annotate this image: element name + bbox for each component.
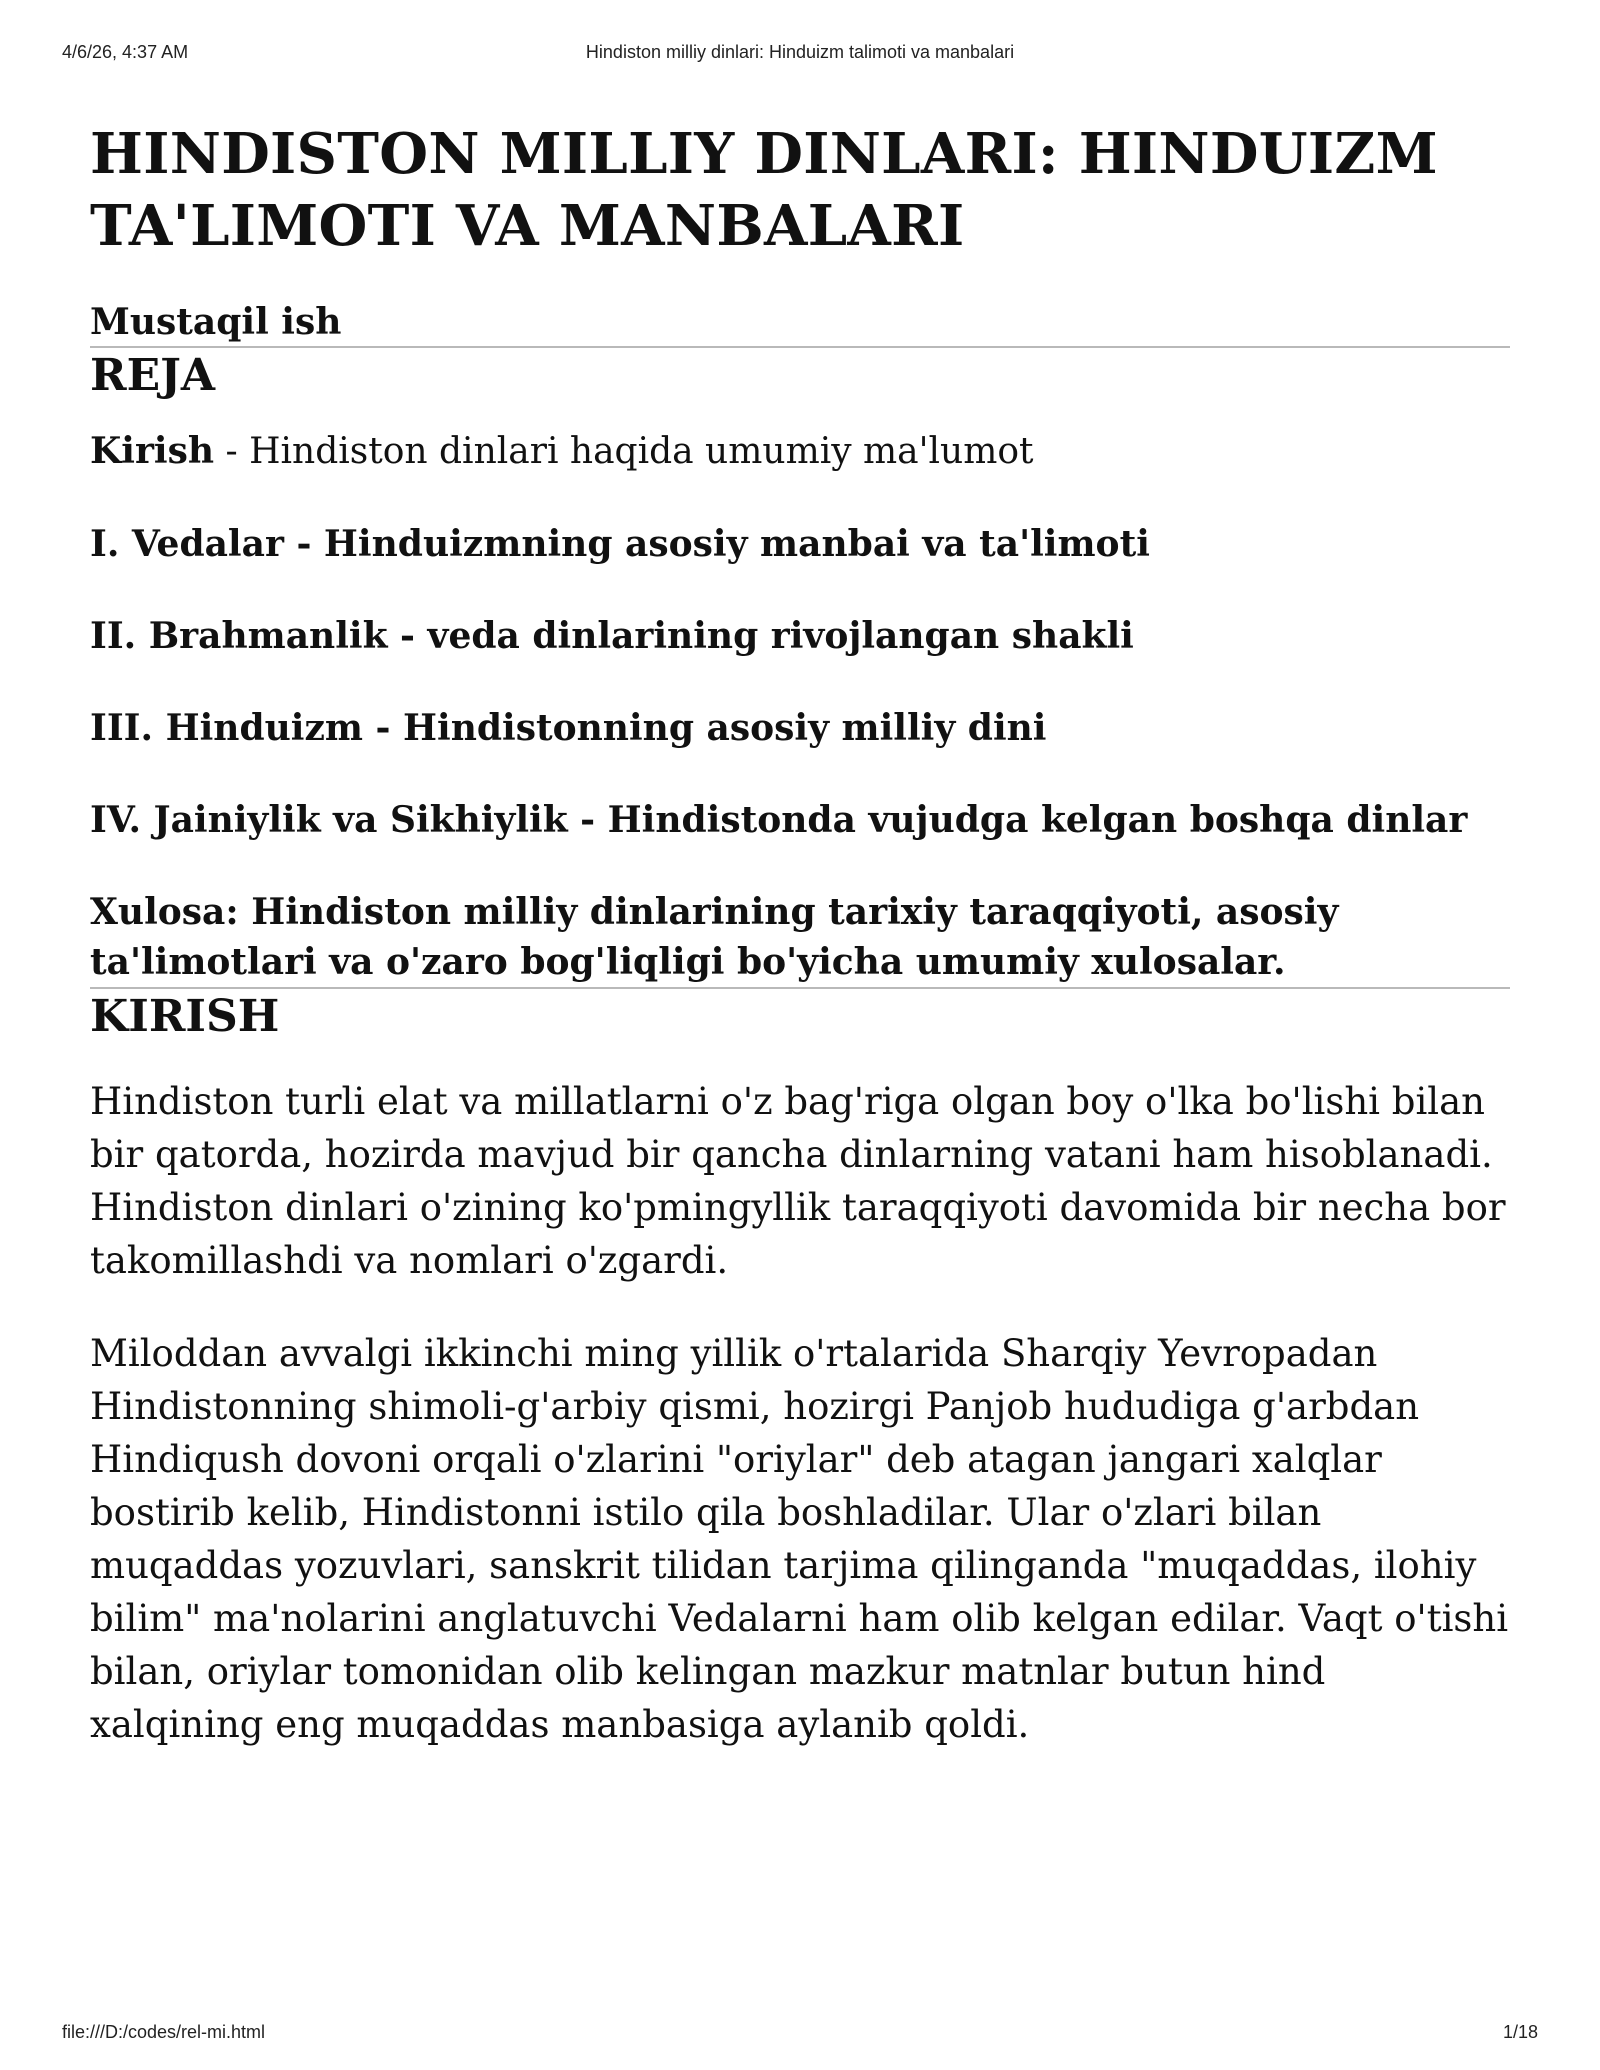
page-number: 1/18	[1502, 2022, 1538, 2042]
plan-item: III. Hinduizm - Hindistonning asosiy milliy dini	[90, 707, 1047, 749]
plan-item: II. Brahmanlik - veda dinlarining rivojlangan shakli	[90, 615, 1134, 657]
introduction-heading: KIRISH	[90, 991, 280, 1042]
print-date: 4/6/26, 4:37 AM	[62, 42, 189, 62]
print-url: file:///D:/codes/rel-mi.html	[62, 2022, 266, 2042]
print-header	[62, 42, 1538, 66]
plan-heading: REJA	[90, 350, 216, 401]
plan-item-conclusion: Xulosa: Hindiston milliy dinlarining tarixiy taraqqiyoti, asosiy ta'limotlari va o'zaro bog'liqligi bo'yicha umumiy xulosalar.	[90, 891, 1339, 983]
introduction-paragraph: Hindiston turli elat va millatlarni o'z bag'riga olgan boy o'lka bo'lishi bilan bir qatorda, hozirda mavjud bir qancha dinlarning vatani ham hisoblanadi. Hindiston dinlari o'zining ko'pmingyllik taraqqiyoti davomida bir necha bor takomillashdi va nomlari o'zgardi.	[90, 1080, 1506, 1282]
introduction-paragraph: Miloddan avvalgi ikkinchi ming yillik o'rtalarida Sharqiy Yevropadan Hindistonning shimoli-g'arbiy qismi, hozirgi Panjob hududiga g'arbdan Hindiqush dovoni orqali o'zlarini "oriylar" deb atagan jangari xalqlar bostirib kelib, Hindistonni istilo qila boshladilar. Ular o'zlari bilan muqaddas yozuvlari, sanskrit tilidan tarjima qilinganda "muqaddas, ilohiy bilim" ma'nolarini anglatuvchi Vedalarni ham olib kelgan edilar. Vaqt o'tishi bilan, oriylar tomonidan olib kelingan mazkur matnlar butun hind xalqining eng muqaddas manbasiga aylanib qoldi.	[90, 1332, 1509, 1746]
plan-item-intro-text: - Hindiston dinlari haqida umumiy ma'lumot	[214, 431, 1034, 472]
print-doc-title: Hindiston milliy dinlari: Hinduizm talimoti va manbalari	[585, 42, 1015, 62]
plan-item-intro-lead: Kirish	[90, 430, 215, 472]
document-title: HINDISTON MILLIY DINLARI: HINDUIZM TA'LIMOTI VA MANBALARI	[90, 121, 1438, 259]
plan-item: IV. Jainiylik va Sikhiylik - Hindistonda vujudga kelgan boshqa dinlar	[90, 799, 1468, 841]
plan-list	[90, 426, 1510, 987]
plan-item-intro	[90, 426, 1510, 477]
document-subtitle: Mustaqil ish	[90, 301, 342, 343]
print-footer	[62, 2022, 1538, 2046]
plan-item: I. Vedalar - Hinduizmning asosiy manbai va ta'limoti	[90, 523, 1150, 565]
document-body	[90, 118, 1510, 1751]
